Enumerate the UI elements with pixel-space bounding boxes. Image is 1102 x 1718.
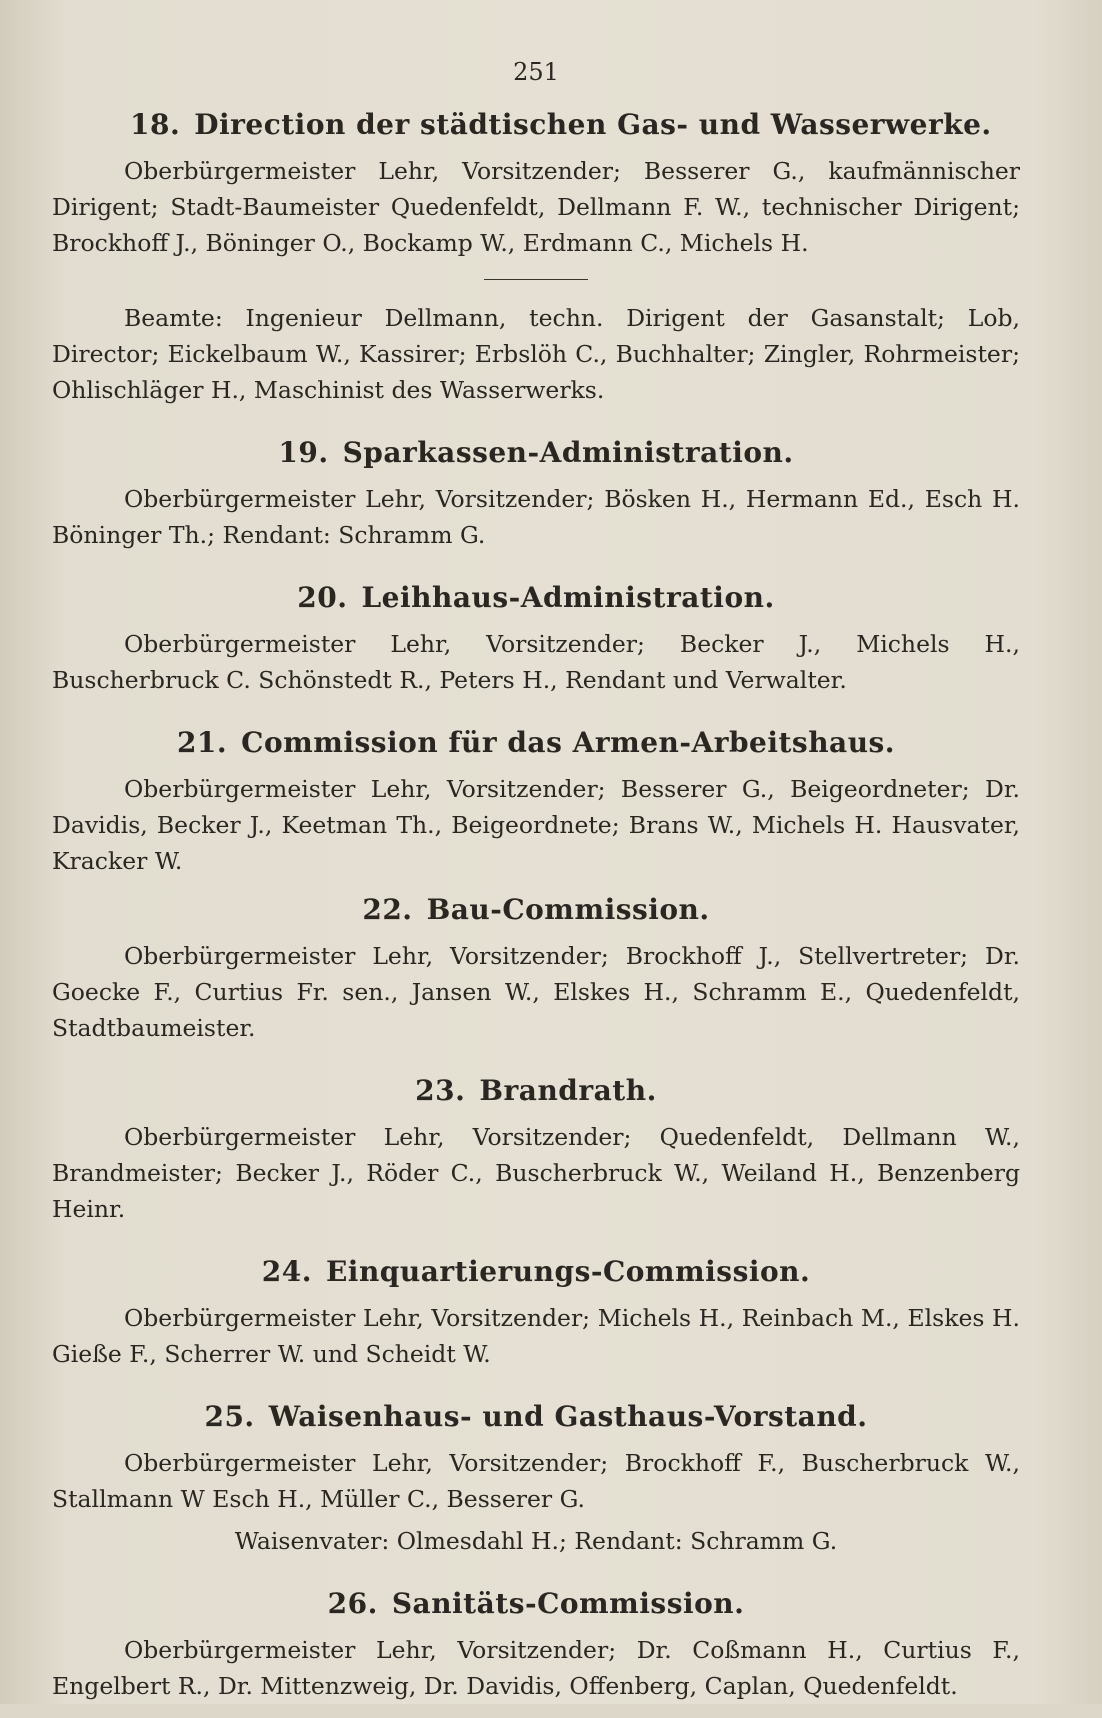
section-extra: Waisenvater: Olmesdahl H.; Rendant: Schramm G. [234, 1527, 838, 1555]
section-body: Oberbürgermeister Lehr, Vorsitzender; Brockhoff F., Buscherbruck W., Stallmann W Esch H., Müller C., Besserer G. [52, 1449, 1020, 1513]
section-title: Waisenhaus- und Gasthaus-Vorstand. [268, 1400, 868, 1433]
section-number: 21. [176, 726, 228, 759]
section-heading [52, 581, 1020, 614]
section-25 [52, 1400, 1020, 1559]
section-number: 19. [278, 436, 329, 469]
section-heading [52, 108, 1020, 141]
section-heading [52, 436, 1020, 469]
section-body: Oberbürgermeister Lehr, Vorsitzender; Becker J., Michels H., Buscherbruck C. Schönstedt R., Peters H., Rendant und Verwalter. [52, 630, 1020, 694]
section-number: 23. [415, 1074, 466, 1107]
section-heading [52, 1400, 1020, 1433]
section-20 [52, 581, 1020, 698]
section-body: Oberbürgermeister Lehr, Vorsitzender; Michels H., Reinbach M., Elskes H. Gieße F., Scherrer W. und Scheidt W. [52, 1304, 1020, 1368]
section-body: Oberbürgermeister Lehr, Vorsitzender; Brockhoff J., Stellvertreter; Dr. Goecke F., Curtius Fr. sen., Jansen W., Elskes H., Schramm E., Quedenfeldt, Stadtbaumeister. [52, 942, 1020, 1042]
section-title: Leihhaus-Administration. [361, 581, 775, 614]
section-title: Commission für das Armen-Arbeitshaus. [241, 726, 896, 759]
section-title: Sanitäts-Commission. [391, 1587, 745, 1620]
section-title: Brandrath. [479, 1074, 657, 1107]
section-heading [52, 1587, 1020, 1620]
page-content [52, 58, 1020, 1718]
section-number: 20. [297, 581, 348, 614]
section-body: Oberbürgermeister Lehr, Vorsitzender; Besserer G., kaufmännischer Dirigent; Stadt-Baumeister Quedenfeldt, Dellmann F. W., technischer Dirigent; Brockhoff J., Böninger O., Bockamp W., Erdmann C., Michels H. [52, 157, 1020, 257]
section-officials: Beamte: Ingenieur Dellmann, techn. Dirigent der Gasanstalt; Lob, Director; Eickelbaum W., Kassirer; Erbslöh C., Buchhalter; Zingler, Rohrmeister; Ohlischläger H., Maschinist des Wasserwerks. [52, 304, 1020, 404]
section-heading [52, 1074, 1020, 1107]
section-23 [52, 1074, 1020, 1227]
section-heading [52, 893, 1020, 926]
section-title: Direction der städtischen Gas- und Wasserwerke. [194, 108, 992, 141]
section-number: 26. [327, 1587, 378, 1620]
section-number: 18. [130, 108, 181, 141]
section-18 [52, 108, 1020, 408]
section-number: 24. [261, 1255, 312, 1288]
section-heading [52, 1255, 1020, 1288]
section-26 [52, 1587, 1020, 1704]
section-body: Oberbürgermeister Lehr, Vorsitzender; Besserer G., Beigeordneter; Dr. Davidis, Becker J., Keetman Th., Beigeordnete; Brans W., Michels H. Hausvater, Kracker W. [52, 775, 1020, 875]
section-body: Oberbürgermeister Lehr, Vorsitzender; Dr. Coßmann H., Curtius F., Engelbert R., Dr. Mittenzweig, Dr. Davidis, Offenberg, Caplan, Quedenfeldt. [52, 1636, 1020, 1700]
section-number: 22. [362, 893, 413, 926]
section-19 [52, 436, 1020, 553]
page-number: 251 [513, 58, 559, 86]
section-22 [52, 893, 1020, 1046]
section-heading [52, 726, 1020, 759]
section-title: Einquartierungs-Commission. [325, 1255, 811, 1288]
section-24 [52, 1255, 1020, 1372]
separator-rule [484, 279, 588, 280]
section-body: Oberbürgermeister Lehr, Vorsitzender; Quedenfeldt, Dellmann W., Brandmeister; Becker J., Röder C., Buscherbruck W., Weiland H., Benzenberg Heinr. [52, 1123, 1020, 1223]
section-title: Bau-Commission. [426, 893, 710, 926]
section-number: 25. [204, 1400, 255, 1433]
section-body: Oberbürgermeister Lehr, Vorsitzender; Bösken H., Hermann Ed., Esch H. Böninger Th.; Rendant: Schramm G. [52, 485, 1020, 549]
section-title: Sparkassen-Administration. [342, 436, 794, 469]
section-21 [52, 726, 1020, 879]
